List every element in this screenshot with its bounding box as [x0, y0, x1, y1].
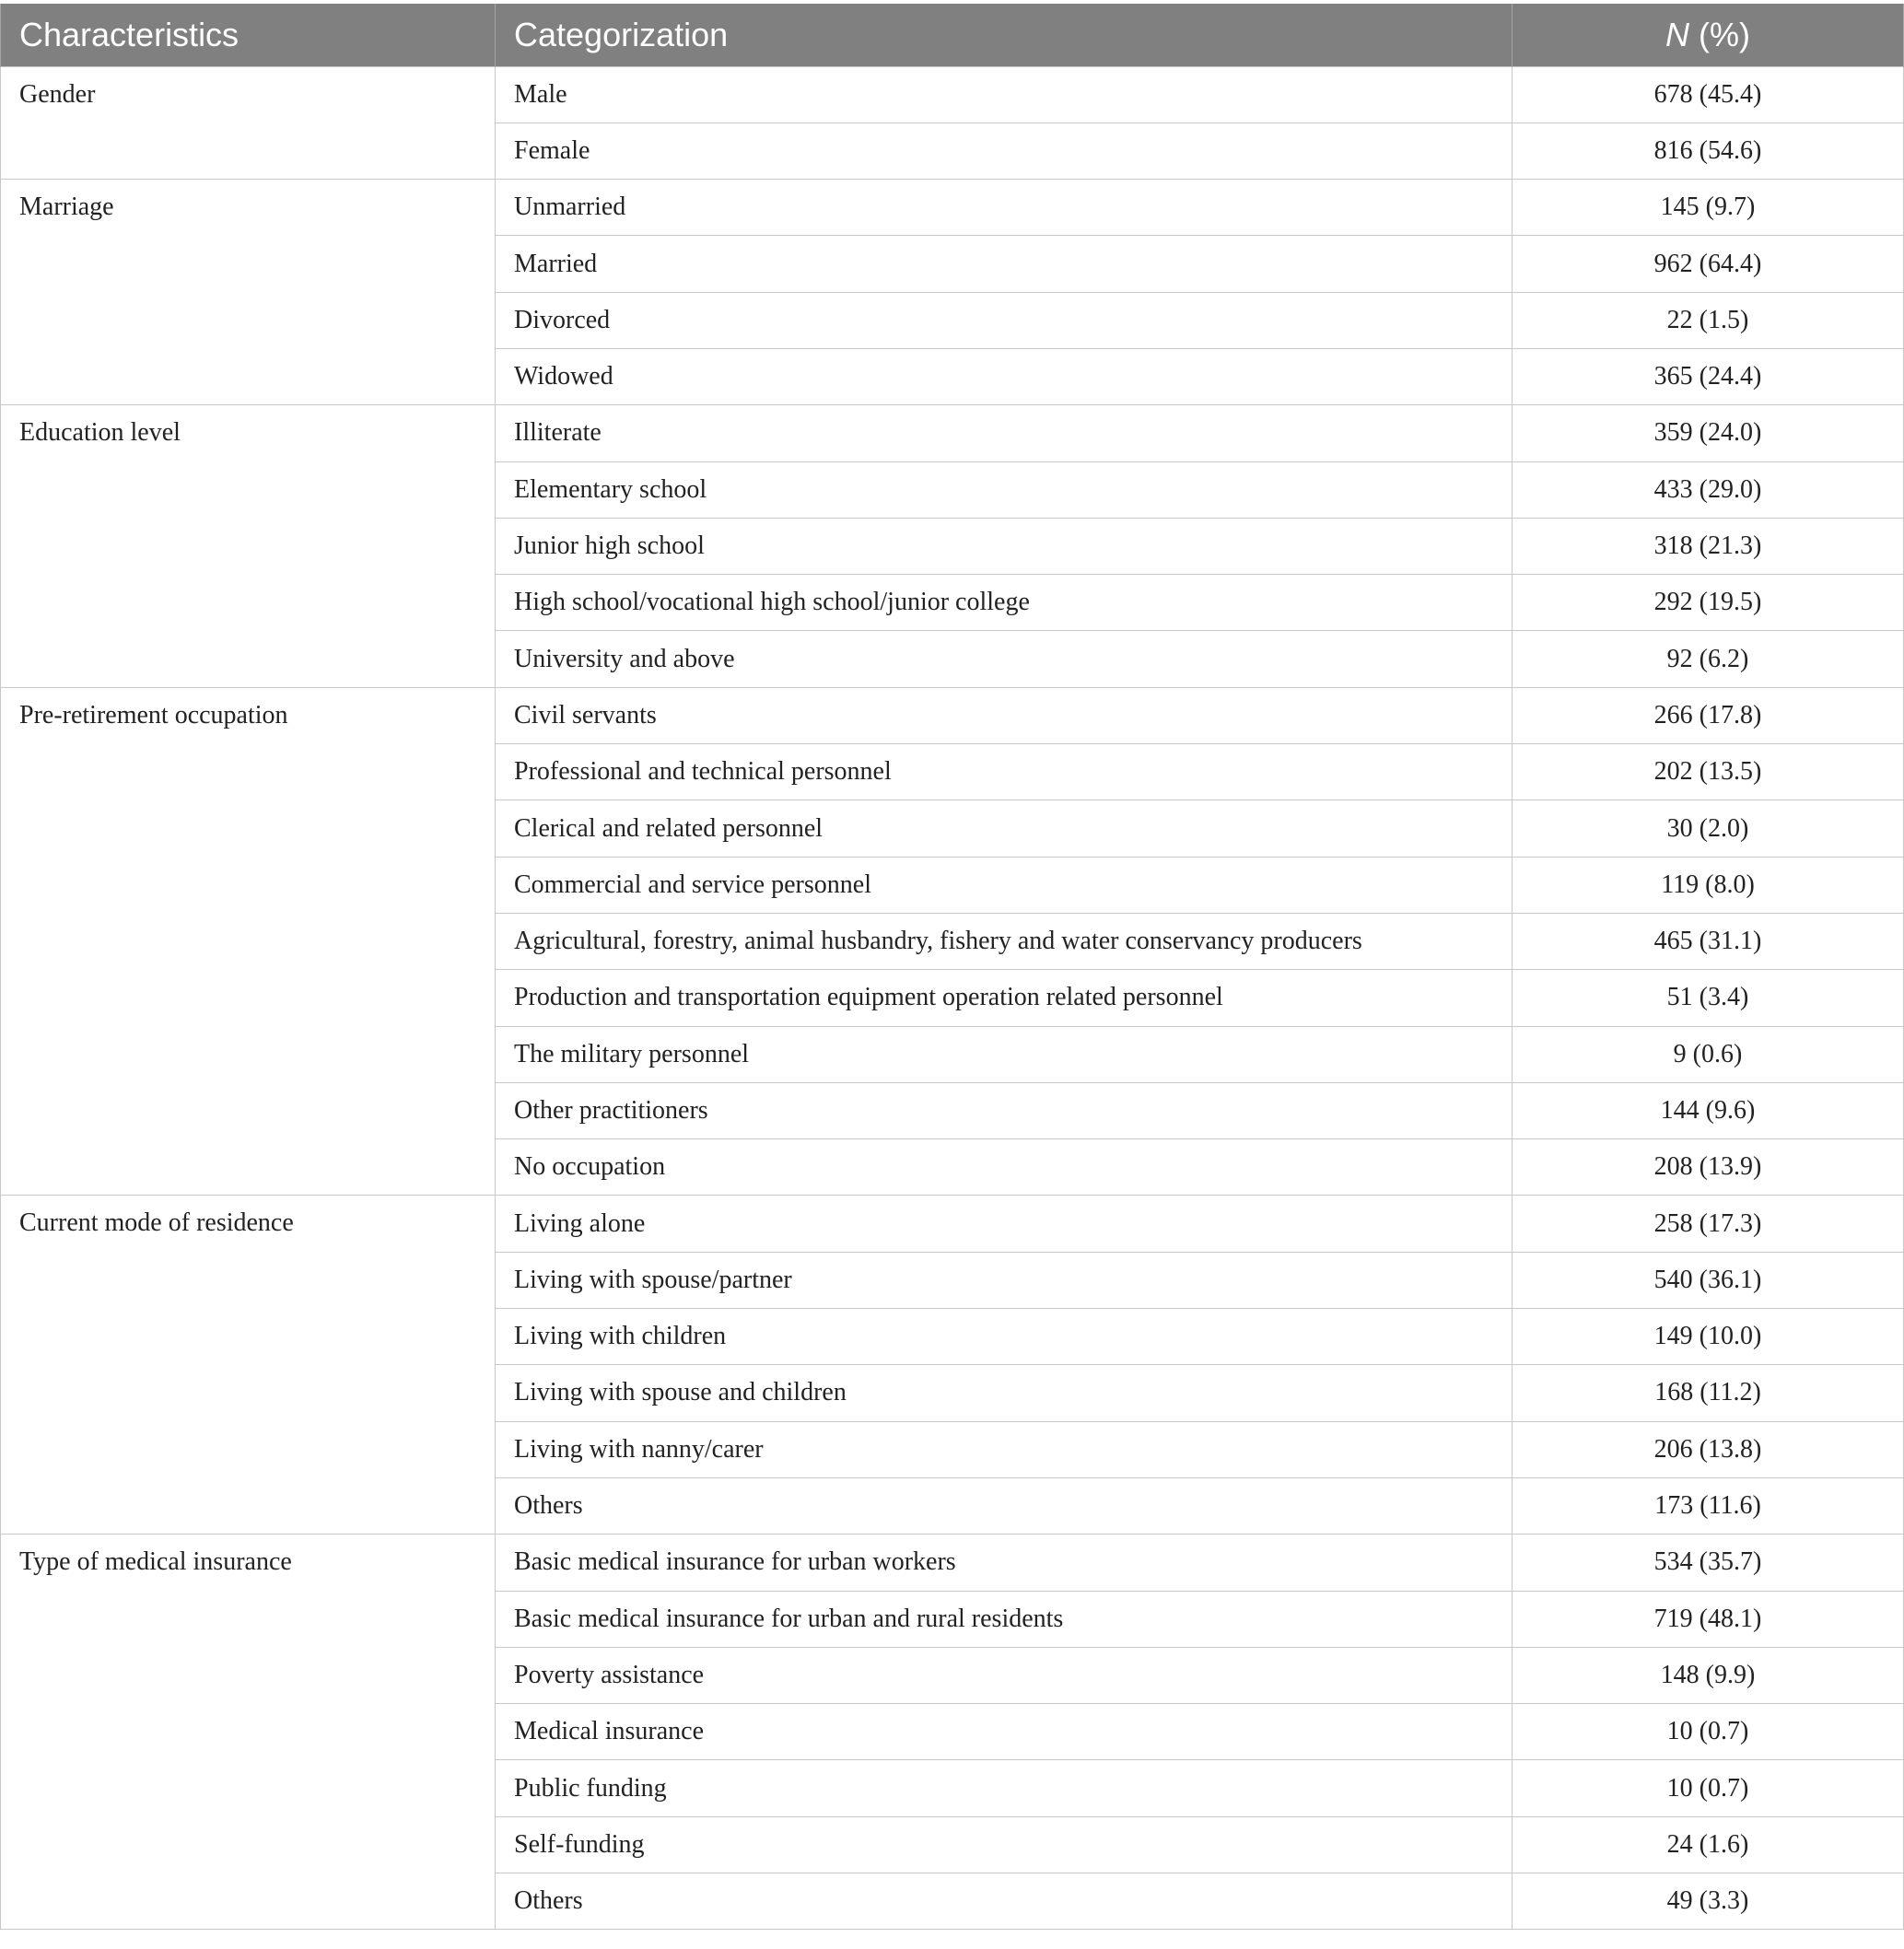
categorization-cell: Unmarried — [496, 180, 1513, 236]
categorization-cell: No occupation — [496, 1139, 1513, 1196]
n-percent-cell: 149 (10.0) — [1513, 1309, 1904, 1365]
n-percent-cell: 208 (13.9) — [1513, 1139, 1904, 1196]
categorization-cell: Basic medical insurance for urban and rural residents — [496, 1591, 1513, 1647]
n-percent-cell: 433 (29.0) — [1513, 461, 1904, 518]
categorization-cell: Commercial and service personnel — [496, 857, 1513, 913]
categorization-cell: Agricultural, forestry, animal husbandry, fishery and water conservancy producers — [496, 913, 1513, 969]
n-percent-cell: 10 (0.7) — [1513, 1760, 1904, 1816]
header-row — [1, 4, 1904, 66]
n-percent-cell: 30 (2.0) — [1513, 800, 1904, 857]
n-percent-cell: 51 (3.4) — [1513, 970, 1904, 1026]
n-percent-cell: 92 (6.2) — [1513, 631, 1904, 687]
table-row — [1, 405, 1904, 461]
categorization-cell: Living alone — [496, 1196, 1513, 1252]
categorization-cell: Divorced — [496, 292, 1513, 348]
categorization-cell: Public funding — [496, 1760, 1513, 1816]
n-percent-cell: 22 (1.5) — [1513, 292, 1904, 348]
characteristic-cell: Gender — [1, 66, 496, 180]
table-row — [1, 1196, 1904, 1252]
characteristic-cell: Type of medical insurance — [1, 1535, 496, 1930]
header-n-symbol: N — [1665, 15, 1689, 53]
demographics-table — [0, 4, 1904, 1930]
categorization-cell: Production and transportation equipment operation related personnel — [496, 970, 1513, 1026]
categorization-cell: Junior high school — [496, 518, 1513, 574]
characteristic-cell: Current mode of residence — [1, 1196, 496, 1535]
table-row — [1, 180, 1904, 236]
table-row — [1, 687, 1904, 743]
n-percent-cell: 962 (64.4) — [1513, 236, 1904, 292]
categorization-cell: The military personnel — [496, 1026, 1513, 1082]
characteristic-cell: Pre-retirement occupation — [1, 687, 496, 1196]
table-body — [1, 66, 1904, 1930]
n-percent-cell: 318 (21.3) — [1513, 518, 1904, 574]
n-percent-cell: 816 (54.6) — [1513, 123, 1904, 179]
categorization-cell: Living with children — [496, 1309, 1513, 1365]
n-percent-cell: 24 (1.6) — [1513, 1816, 1904, 1873]
n-percent-cell: 465 (31.1) — [1513, 913, 1904, 969]
categorization-cell: Elementary school — [496, 461, 1513, 518]
header-characteristics: Characteristics — [1, 4, 496, 66]
n-percent-cell: 145 (9.7) — [1513, 180, 1904, 236]
categorization-cell: Medical insurance — [496, 1704, 1513, 1760]
n-percent-cell: 540 (36.1) — [1513, 1252, 1904, 1308]
categorization-cell: High school/vocational high school/junior college — [496, 575, 1513, 631]
categorization-cell: Others — [496, 1477, 1513, 1534]
categorization-cell: Civil servants — [496, 687, 1513, 743]
n-percent-cell: 202 (13.5) — [1513, 744, 1904, 800]
categorization-cell: Basic medical insurance for urban workers — [496, 1535, 1513, 1591]
categorization-cell: Female — [496, 123, 1513, 179]
categorization-cell: University and above — [496, 631, 1513, 687]
categorization-cell: Others — [496, 1873, 1513, 1930]
categorization-cell: Living with spouse and children — [496, 1365, 1513, 1421]
categorization-cell: Living with nanny/carer — [496, 1421, 1513, 1477]
table-header — [1, 4, 1904, 66]
categorization-cell: Male — [496, 66, 1513, 123]
n-percent-cell: 719 (48.1) — [1513, 1591, 1904, 1647]
table-row — [1, 1535, 1904, 1591]
categorization-cell: Clerical and related personnel — [496, 800, 1513, 857]
characteristic-cell: Marriage — [1, 180, 496, 405]
categorization-cell: Poverty assistance — [496, 1647, 1513, 1703]
categorization-cell: Professional and technical personnel — [496, 744, 1513, 800]
n-percent-cell: 49 (3.3) — [1513, 1873, 1904, 1930]
categorization-cell: Living with spouse/partner — [496, 1252, 1513, 1308]
categorization-cell: Married — [496, 236, 1513, 292]
n-percent-cell: 292 (19.5) — [1513, 575, 1904, 631]
n-percent-cell: 10 (0.7) — [1513, 1704, 1904, 1760]
n-percent-cell: 359 (24.0) — [1513, 405, 1904, 461]
n-percent-cell: 678 (45.4) — [1513, 66, 1904, 123]
n-percent-cell: 168 (11.2) — [1513, 1365, 1904, 1421]
n-percent-cell: 258 (17.3) — [1513, 1196, 1904, 1252]
header-categorization: Categorization — [496, 4, 1513, 66]
categorization-cell: Illiterate — [496, 405, 1513, 461]
n-percent-cell: 144 (9.6) — [1513, 1082, 1904, 1138]
header-percent-label: (%) — [1689, 15, 1750, 53]
n-percent-cell: 148 (9.9) — [1513, 1647, 1904, 1703]
categorization-cell: Widowed — [496, 348, 1513, 404]
n-percent-cell: 119 (8.0) — [1513, 857, 1904, 913]
header-n-percent — [1513, 4, 1904, 66]
n-percent-cell: 266 (17.8) — [1513, 687, 1904, 743]
categorization-cell: Other practitioners — [496, 1082, 1513, 1138]
n-percent-cell: 9 (0.6) — [1513, 1026, 1904, 1082]
table-row — [1, 66, 1904, 123]
n-percent-cell: 365 (24.4) — [1513, 348, 1904, 404]
n-percent-cell: 206 (13.8) — [1513, 1421, 1904, 1477]
categorization-cell: Self-funding — [496, 1816, 1513, 1873]
n-percent-cell: 173 (11.6) — [1513, 1477, 1904, 1534]
n-percent-cell: 534 (35.7) — [1513, 1535, 1904, 1591]
characteristic-cell: Education level — [1, 405, 496, 687]
